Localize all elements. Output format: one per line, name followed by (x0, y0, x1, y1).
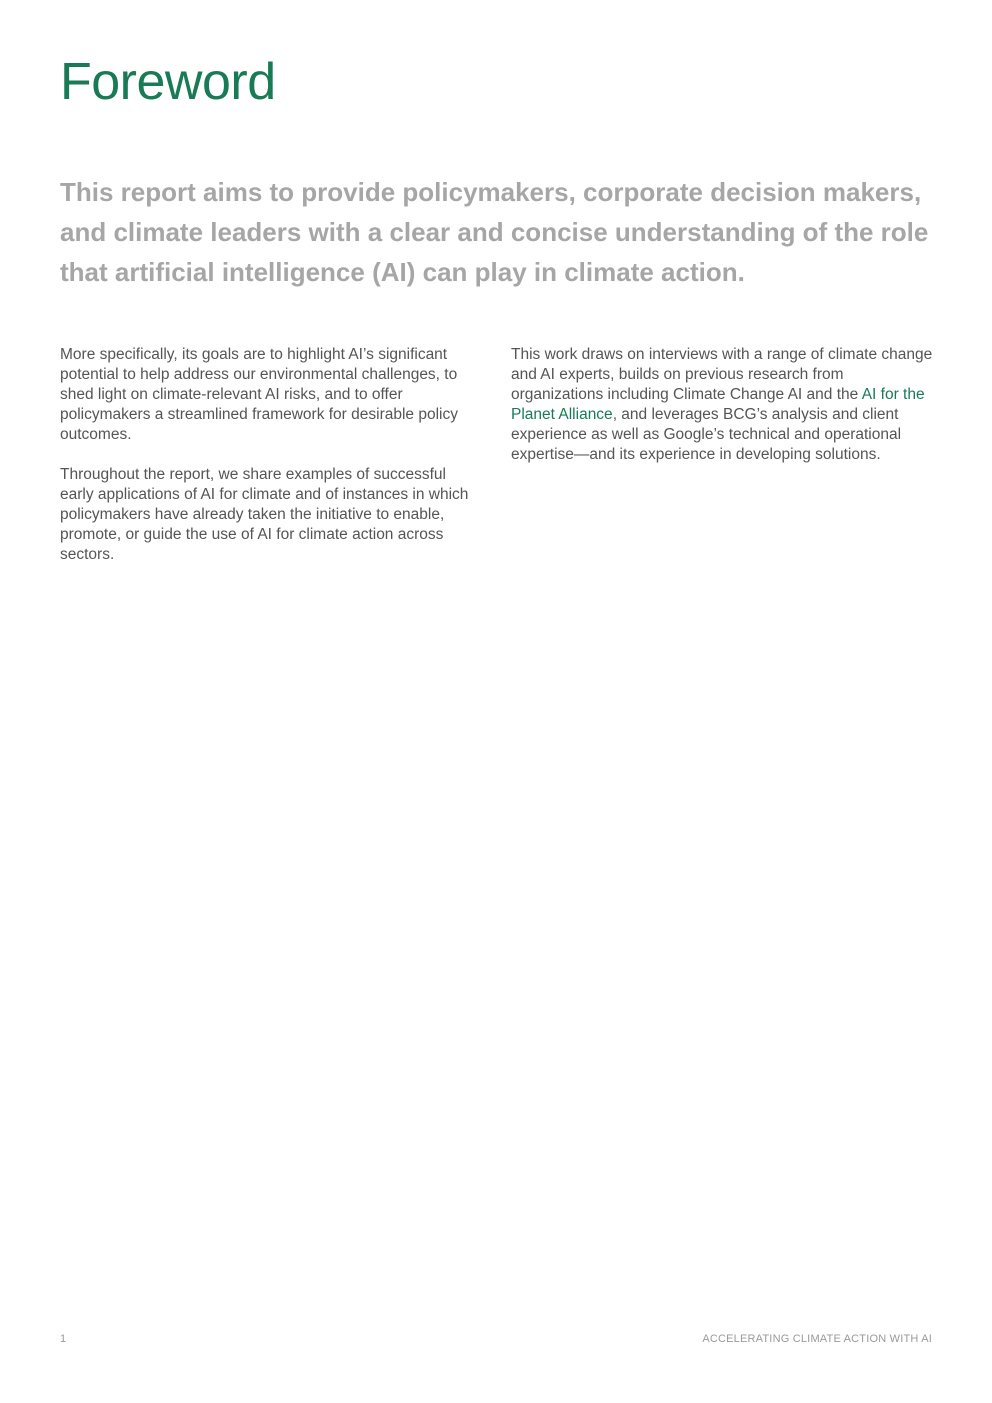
left-paragraph-2: Throughout the report, we share examples of successful early applications of AI for climate and of instances in which policymakers have already taken the initiative to enable, promote, or guide the use of AI for climate action across sectors. (60, 466, 469, 563)
left-column (60, 345, 470, 585)
right-paragraph-text-start: This work draws on interviews with a range of climate change and AI experts, builds on previous research from organizations including Climate Change AI and the (511, 346, 933, 403)
ai-for-the-planet-alliance-link[interactable]: AI for the Planet Alliance (511, 386, 925, 423)
right-paragraph-text-end: , and leverages BCG’s analysis and client experience as well as Google’s technical and operational expertise—and its experience in developing solutions. (511, 406, 902, 463)
footer-report-title: ACCELERATING CLIMATE ACTION WITH AI (702, 1333, 932, 1345)
lead-paragraph: This report aims to provide policymakers, corporate decision makers, and climate leaders with a clear and concise understanding of the role that artificial intelligence (AI) can play in climate action. (60, 177, 929, 287)
right-paragraph-1 (511, 345, 936, 465)
footer-page-number: 1 (60, 1333, 67, 1345)
page-title: Foreword (60, 53, 276, 111)
left-paragraph-1: More specifically, its goals are to highlight AI’s significant potential to help address our environmental challenges, to shed light on climate-relevant AI risks, and to offer policymakers a streamlined framework for desirable policy outcomes. (60, 346, 458, 443)
right-column (511, 345, 936, 485)
